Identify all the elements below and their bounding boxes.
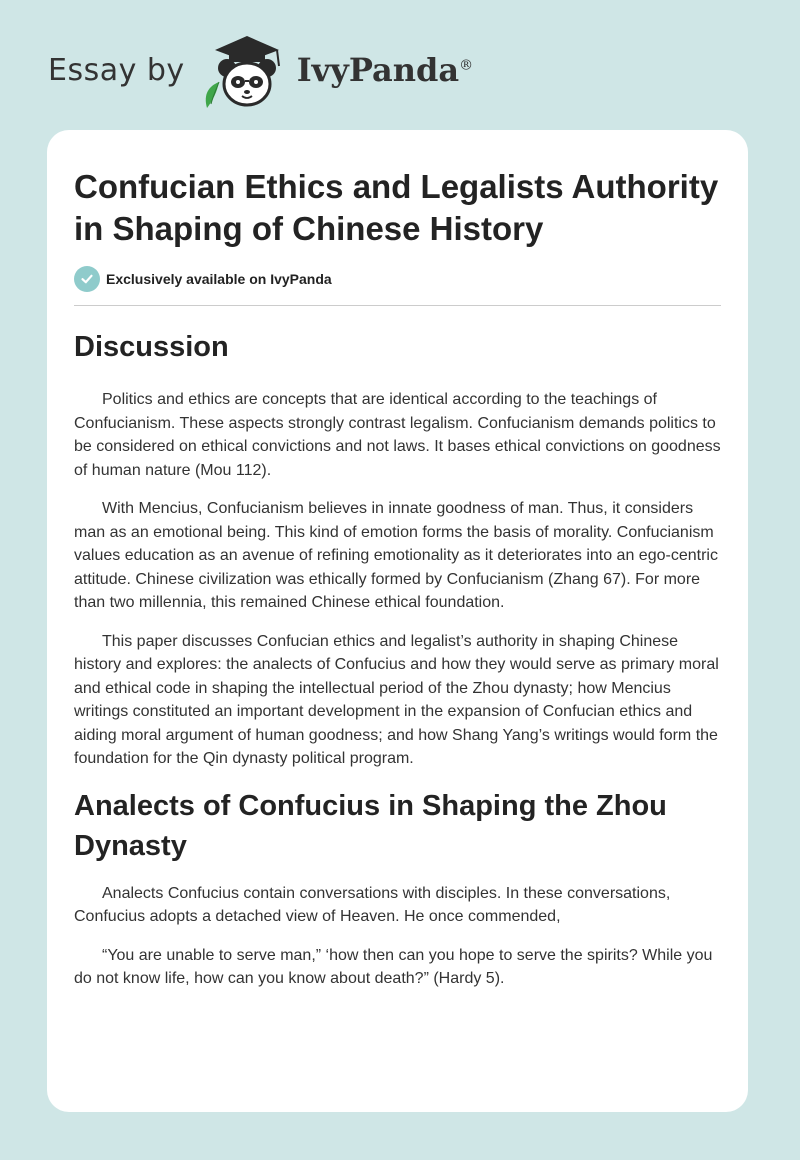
panda-logo-icon [199, 30, 291, 110]
exclusive-badge-label: Exclusively available on IvyPanda [106, 271, 332, 287]
exclusive-badge [74, 266, 721, 292]
quote-paragraph: “You are unable to serve man,” ‘how then can you hope to serve the spirits? While you do not know life, how can you know about death?” (Hardy 5). [74, 946, 713, 987]
divider [74, 305, 721, 306]
check-icon [74, 266, 100, 292]
paragraph: With Mencius, Confucianism believes in innate goodness of man. Thus, it considers man as an emotional being. This kind of emotion forms the basis of morality. Confucianism values education as an avenue of refining emotionality as it deteriorates into an ego-centric attitude. Chinese civilization was ethically formed by Confucianism (Zhang 67). For more than two millennia, this remained Chinese ethical foundation. [74, 500, 718, 611]
brand-header[interactable] [48, 30, 473, 110]
trademark-symbol: ® [459, 57, 474, 74]
page-title: Confucian Ethics and Legalists Authority in Shaping of Chinese History [74, 168, 719, 247]
paragraph: Analects Confucius contain conversations with disciples. In these conversations, Confucius adopts a detached view of Heaven. He once commended, [74, 884, 671, 925]
section-heading-discussion: Discussion [74, 331, 229, 363]
essay-card [47, 130, 748, 1112]
paragraph: This paper discusses Confucian ethics and legalist’s authority in shaping Chinese history and explores: the analects of Confucius and how they would serve as primary moral and ethical code in shaping the intellectual period of the Zhou dynasty; how Mencius writings constituted an important development in the expansion of Confucian ethics and aiding moral argument of human goodness; and how Shang Yang’s writings would form the foundation for the Qin dynasty political program. [74, 632, 719, 767]
paragraph: Politics and ethics are concepts that are identical according to the teachings of Confucianism. These aspects strongly contrast legalism. Confucianism demands politics to be considered on ethical convictions and not laws. It bases ethical convictions on goodness of human nature (Mou 112). [74, 391, 721, 479]
brand-prefix: Essay by [48, 52, 185, 88]
brand-name: IvyPanda® [296, 51, 474, 89]
section-heading-analects: Analects of Confucius in Shaping the Zhou Dynasty [74, 789, 667, 862]
